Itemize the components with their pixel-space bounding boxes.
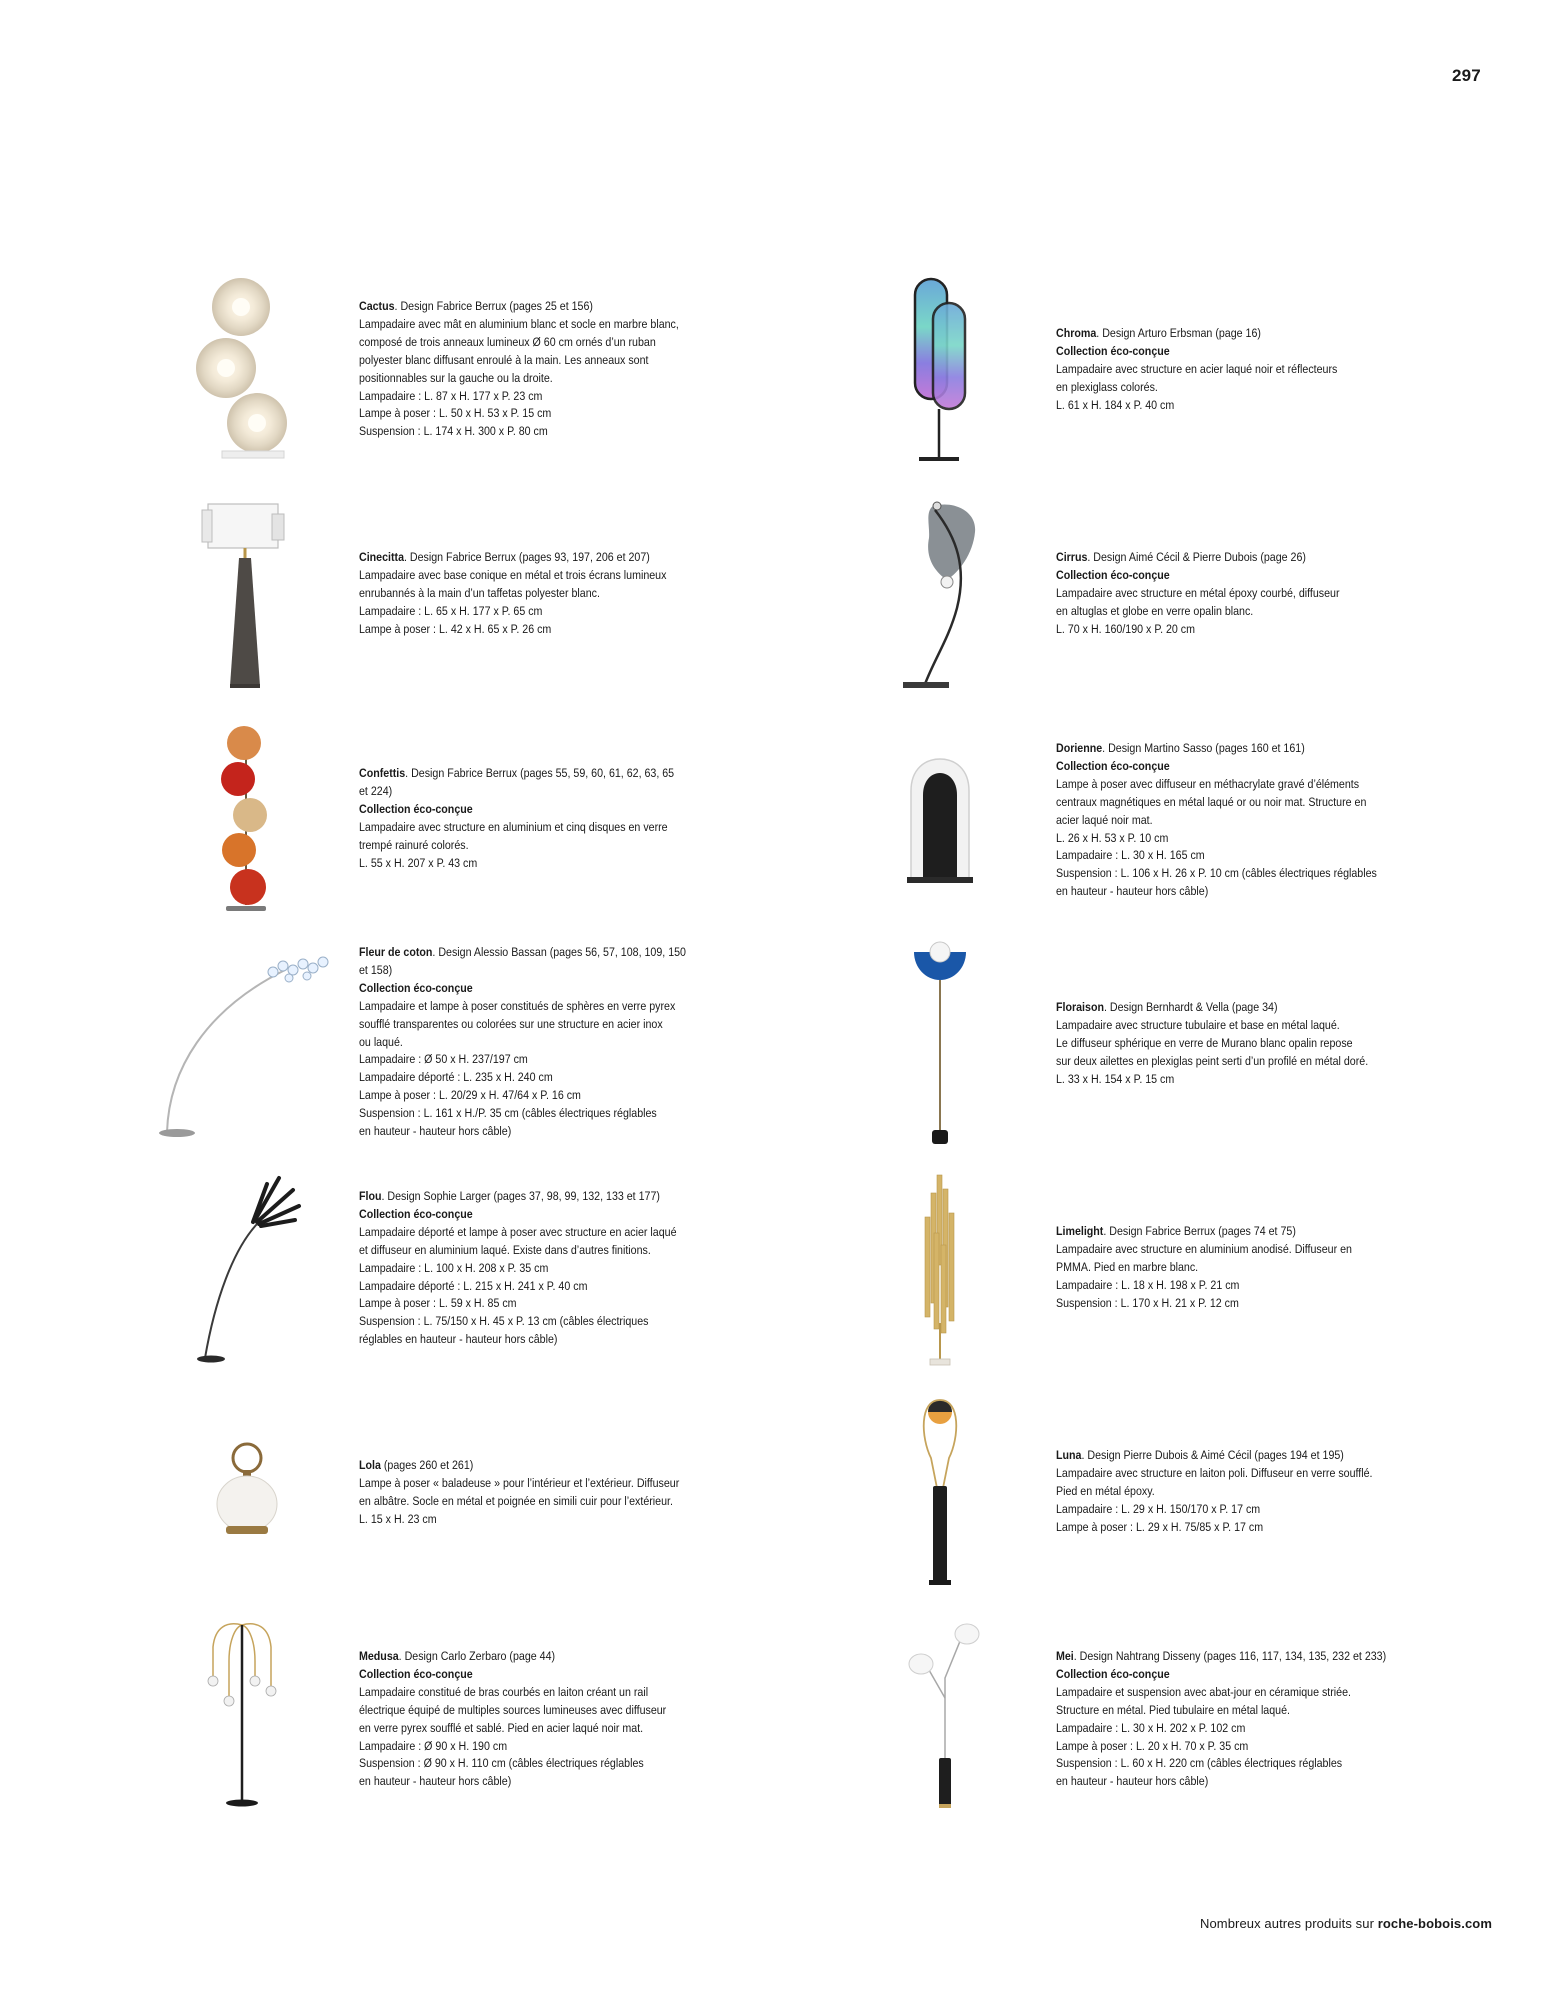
product-image-luna <box>915 1398 965 1588</box>
page-number: 297 <box>1452 66 1481 85</box>
product-image-dorienne <box>905 755 975 885</box>
product-text-cirrus: Cirrus. Design Aimé Cécil & Pierre Dubois (page 26) Collection éco-conçue Lampadaire avec structure en métal époxy courbé, diffuseur en altuglas et globe en verre opalin blanc. L. 70 x H. 160/190 x P. 20 cm <box>1056 550 1340 636</box>
product-image-confettis <box>212 725 282 915</box>
product-image-cirrus <box>895 498 995 693</box>
product-image-cinecitta <box>200 496 290 691</box>
product-text-limelight: Limelight. Design Fabrice Berrux (pages 74 et 75) Lampadaire avec structure en aluminium anodisé. Diffuseur en PMMA. Pied en marbre blanc. Lampadaire : L. 18 x H. 198 x P. 21 cm Suspension : L. 170 x H. 21 x P. 12 cm <box>1056 1224 1352 1310</box>
product-text-dorienne: Dorienne. Design Martino Sasso (pages 160 et 161) Collection éco-conçue Lampe à poser avec diffuseur en méthacrylate gravé d’éléments centraux magnétiques en métal laqué or ou noir mat. Structure en acier laqué noir mat. L. 26 x H. 53 x P. 10 cm Lampadaire : L. 30 x H. 165 cm Suspension : L. 106 x H. 26 x P. 10 cm (câbles électriques réglables en hauteur - hauteur hors câble) <box>1056 741 1377 899</box>
eco-label: Collection éco-conçue <box>1056 567 1170 582</box>
product-image-mei <box>905 1618 985 1813</box>
product-text-floraison: Floraison. Design Bernhardt & Vella (page 34) Lampadaire avec structure tubulaire et base en métal laqué. Le diffuseur sphérique en verre de Murano blanc opalin repose sur deux ailettes en plexiglas peint serti d’un profilé en métal doré. L. 33 x H. 154 x P. 15 cm <box>1056 1000 1369 1086</box>
product-text-flou: Flou. Design Sophie Larger (pages 37, 98, 99, 132, 133 et 177) Collection éco-conçue Lampadaire déporté et lampe à poser avec structure en acier laqué et diffuseur en aluminium laqué. Existe dans d’autres finitions. Lampadaire : L. 100 x H. 208 x P. 35 cm Lampadaire déporté : L. 215 x H. 241 x P. 40 cm Lampe à poser : L. 59 x H. 85 cm Suspension : L. 75/150 x H. 45 x P. 13 cm (câbles électriques réglables en hauteur - hauteur hors câble) <box>359 1189 677 1347</box>
product-image-floraison <box>910 940 970 1150</box>
product-text-luna: Luna. Design Pierre Dubois & Aimé Cécil (pages 194 et 195) Lampadaire avec structure en laiton poli. Diffuseur en verre soufflé. Pied en métal époxy. Lampadaire : L. 29 x H. 150/170 x P. 17 cm Lampe à poser : L. 29 x H. 75/85 x P. 17 cm <box>1056 1448 1373 1534</box>
product-image-lola <box>212 1440 282 1540</box>
footer-site-link[interactable]: roche-bobois.com <box>1377 1916 1492 1931</box>
product-text-fleur-de-coton: Fleur de coton. Design Alessio Bassan (pages 56, 57, 108, 109, 150 et 158) Collection éco-conçue Lampadaire et lampe à poser constitués de sphères en verre pyrex soufflé transparentes ou colorées sur une structure en acier inox ou laqué. Lampadaire : Ø 50 x H. 237/197 cm Lampadaire déporté : L. 235 x H. 240 cm Lampe à poser : L. 20/29 x H. 47/64 x P. 16 cm Suspension : L. 161 x H./P. 35 cm (câbles électriques réglables en hauteur - hauteur hors câble) <box>359 945 686 1139</box>
eco-label: Collection éco-conçue <box>359 801 473 816</box>
product-image-cactus <box>190 275 300 460</box>
eco-label: Collection éco-conçue <box>359 1666 473 1681</box>
product-text-confettis: Confettis. Design Fabrice Berrux (pages 55, 59, 60, 61, 62, 63, 65 et 224) Collection éco-conçue Lampadaire avec structure en aluminium et cinq disques en verre trempé rainuré colorés. L. 55 x H. 207 x P. 43 cm <box>359 766 675 870</box>
product-image-medusa <box>207 1617 277 1809</box>
eco-label: Collection éco-conçue <box>359 1206 473 1221</box>
product-text-cinecitta: Cinecitta. Design Fabrice Berrux (pages 93, 197, 206 et 207) Lampadaire avec base conique en métal et trois écrans lumineux enrubannés à la main d’un taffetas polyester blanc. Lampadaire : L. 65 x H. 177 x P. 65 cm Lampe à poser : L. 42 x H. 65 x P. 26 cm <box>359 550 667 636</box>
product-text-lola: Lola (pages 260 et 261) Lampe à poser « baladeuse » pour l’intérieur et l’extérieur. Diffuseur en albâtre. Socle en métal et poignée en simili cuir pour l’extérieur. L. 15 x H. 23 cm <box>359 1458 680 1526</box>
eco-label: Collection éco-conçue <box>359 980 473 995</box>
eco-label: Collection éco-conçue <box>1056 758 1170 773</box>
product-image-limelight <box>918 1173 962 1368</box>
product-image-chroma <box>905 275 975 465</box>
product-text-mei: Mei. Design Nahtrang Disseny (pages 116, 117, 134, 135, 232 et 233) Collection éco-conçue Lampadaire et suspension avec abat-jour en céramique striée. Structure en métal. Pied tubulaire en métal laqué. Lampadaire : L. 30 x H. 202 x P. 102 cm Lampe à poser : L. 20 x H. 70 x P. 35 cm Suspension : L. 60 x H. 220 cm (câbles électriques réglables en hauteur - hauteur hors câble) <box>1056 1649 1387 1789</box>
product-text-cactus: Cactus. Design Fabrice Berrux (pages 25 et 156) Lampadaire avec mât en aluminium blanc et socle en marbre blanc, composé de trois anneaux lumineux Ø 60 cm ornés d’un ruban polyester blanc diffusant enroulé à la main. Les anneaux sont positionnables sur la gauche ou la droite. Lampadaire : L. 87 x H. 177 x P. 23 cm Lampe à poser : L. 50 x H. 53 x P. 15 cm Suspension : L. 174 x H. 300 x P. 80 cm <box>359 299 679 439</box>
product-image-flou <box>195 1170 305 1365</box>
product-text-chroma: Chroma. Design Arturo Erbsman (page 16) Collection éco-conçue Lampadaire avec structure en acier laqué noir et réflecteurs en plexiglass colorés. L. 61 x H. 184 x P. 40 cm <box>1056 326 1338 412</box>
product-text-medusa: Medusa. Design Carlo Zerbaro (page 44) Collection éco-conçue Lampadaire constitué de bras courbés en laiton créant un rail électrique équipé de multiples sources lumineuses avec diffuseur en verre pyrex soufflé et sablé. Pied en acier laqué noir mat. Lampadaire : Ø 90 x H. 190 cm Suspension : Ø 90 x H. 110 cm (câbles électriques réglables en hauteur - hauteur hors câble) <box>359 1649 667 1789</box>
footer <box>1200 1916 1492 1931</box>
eco-label: Collection éco-conçue <box>1056 343 1170 358</box>
eco-label: Collection éco-conçue <box>1056 1666 1170 1681</box>
product-image-fleur-de-coton <box>155 950 335 1140</box>
footer-prefix: Nombreux autres produits sur <box>1199 1916 1374 1931</box>
